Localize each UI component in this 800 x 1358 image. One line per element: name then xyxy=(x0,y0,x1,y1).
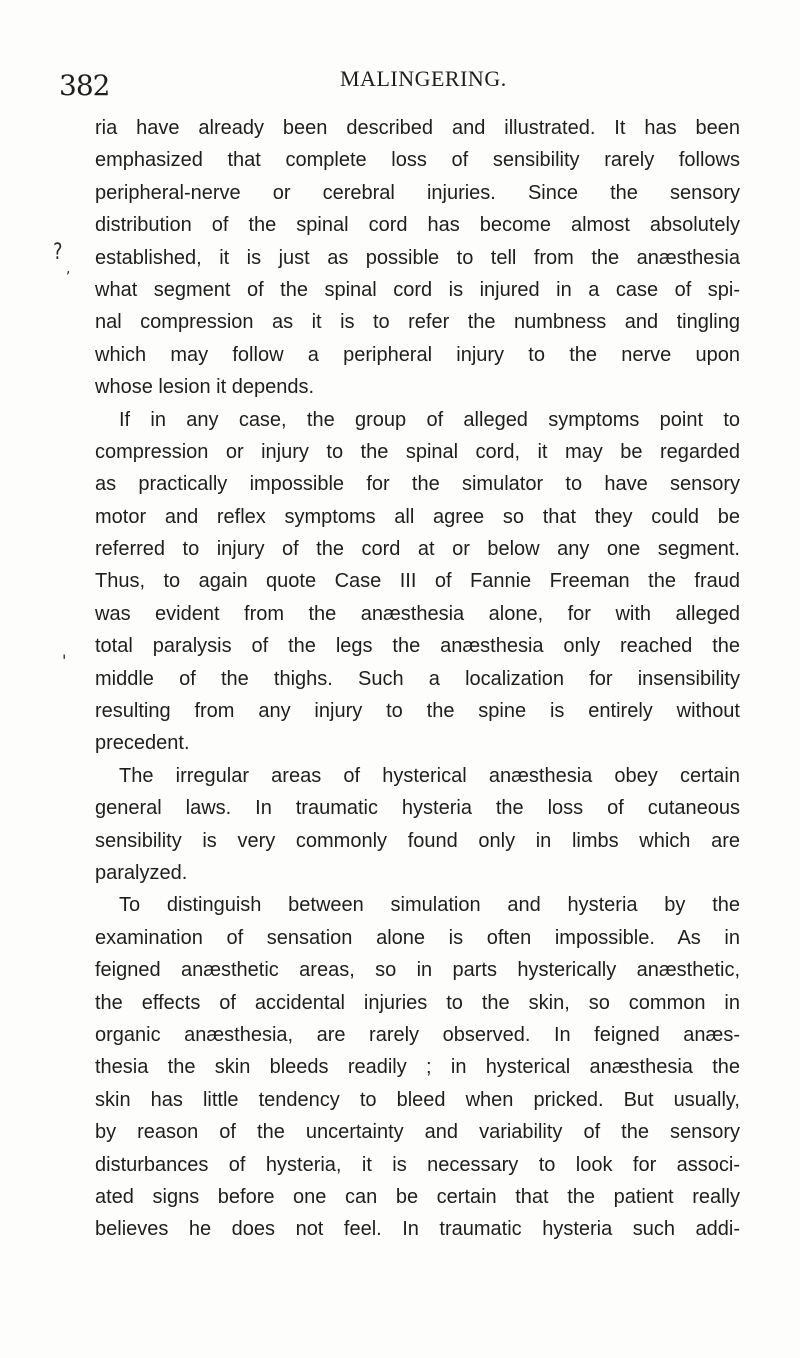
text-line: organic anæsthesia, are rarely observed. In feigned anæs- xyxy=(95,1023,740,1046)
text-line: motor and reflex symptoms all agree so that they could be xyxy=(95,505,740,528)
text-line: examination of sensation alone is often impossible. As in xyxy=(95,926,740,949)
text-line: paralyzed. xyxy=(95,861,188,884)
text-line: established, it is just as possible to tell from the anæsthesia xyxy=(95,246,740,269)
text-line: compression or injury to the spinal cord, it may be regarded xyxy=(95,440,740,463)
text-line: total paralysis of the legs the anæsthesia only reached the xyxy=(95,635,740,658)
text-line: middle of the thighs. Such a localization for insensibility xyxy=(95,667,740,690)
text-line: emphasized that complete loss of sensibility rarely follows xyxy=(95,149,740,172)
text-line: disturbances of hysteria, it is necessary to look for associ- xyxy=(95,1153,740,1176)
running-head: MALINGERING. xyxy=(340,66,507,91)
text-line: thesia the skin bleeds readily ; in hysterical anæsthesia the xyxy=(95,1056,740,1079)
page-number: 382 xyxy=(59,69,110,102)
text-line: sensibility is very commonly found only in limbs which are xyxy=(95,829,740,852)
text-line: ria have already been described and illustrated. It has been xyxy=(95,117,740,139)
margin-annotation-comma: , xyxy=(66,261,71,277)
text-line: was evident from the anæsthesia alone, for with alleged xyxy=(95,602,740,625)
text-line: peripheral-nerve or cerebral injuries. Since the sensory xyxy=(95,181,740,204)
text-line: precedent. xyxy=(95,732,190,755)
text-line: by reason of the uncertainty and variability of the sensory xyxy=(95,1121,740,1144)
text-line: the effects of accidental injuries to the skin, so common in xyxy=(95,991,740,1014)
text-line: as practically impossible for the simulator to have sensory xyxy=(95,473,740,496)
text-line: ated signs before one can be certain that the patient really xyxy=(95,1185,740,1208)
text-line: general laws. In traumatic hysteria the loss of cutaneous xyxy=(95,797,740,820)
text-line: nal compression as it is to refer the numbness and tingling xyxy=(95,311,740,334)
margin-annotation-tick: ' xyxy=(62,651,67,670)
margin-annotation-question-mark: ? xyxy=(53,240,63,265)
text-line: To distinguish between simulation and hysteria by the xyxy=(119,894,740,917)
text-line: believes he does not feel. In traumatic hysteria such addi- xyxy=(95,1218,740,1241)
text-line: feigned anæsthetic areas, so in parts hysterically anæsthetic, xyxy=(95,959,740,982)
text-line: what segment of the spinal cord is injured in a case of spi- xyxy=(95,278,740,301)
text-line: The irregular areas of hysterical anæsthesia obey certain xyxy=(119,764,740,787)
text-line: skin has little tendency to bleed when pricked. But usually, xyxy=(95,1088,740,1111)
text-line: referred to injury of the cord at or below any one segment. xyxy=(95,538,740,561)
text-line: Thus, to again quote Case III of Fannie Freeman the fraud xyxy=(95,570,740,593)
text-line: If in any case, the group of alleged symptoms point to xyxy=(119,408,740,431)
text-line: which may follow a peripheral injury to the nerve upon xyxy=(95,343,740,366)
body-text xyxy=(95,112,740,1246)
text-line: distribution of the spinal cord has become almost absolutely xyxy=(95,214,740,237)
text-line: whose lesion it depends. xyxy=(95,376,315,399)
text-line: resulting from any injury to the spine is entirely without xyxy=(95,700,740,723)
